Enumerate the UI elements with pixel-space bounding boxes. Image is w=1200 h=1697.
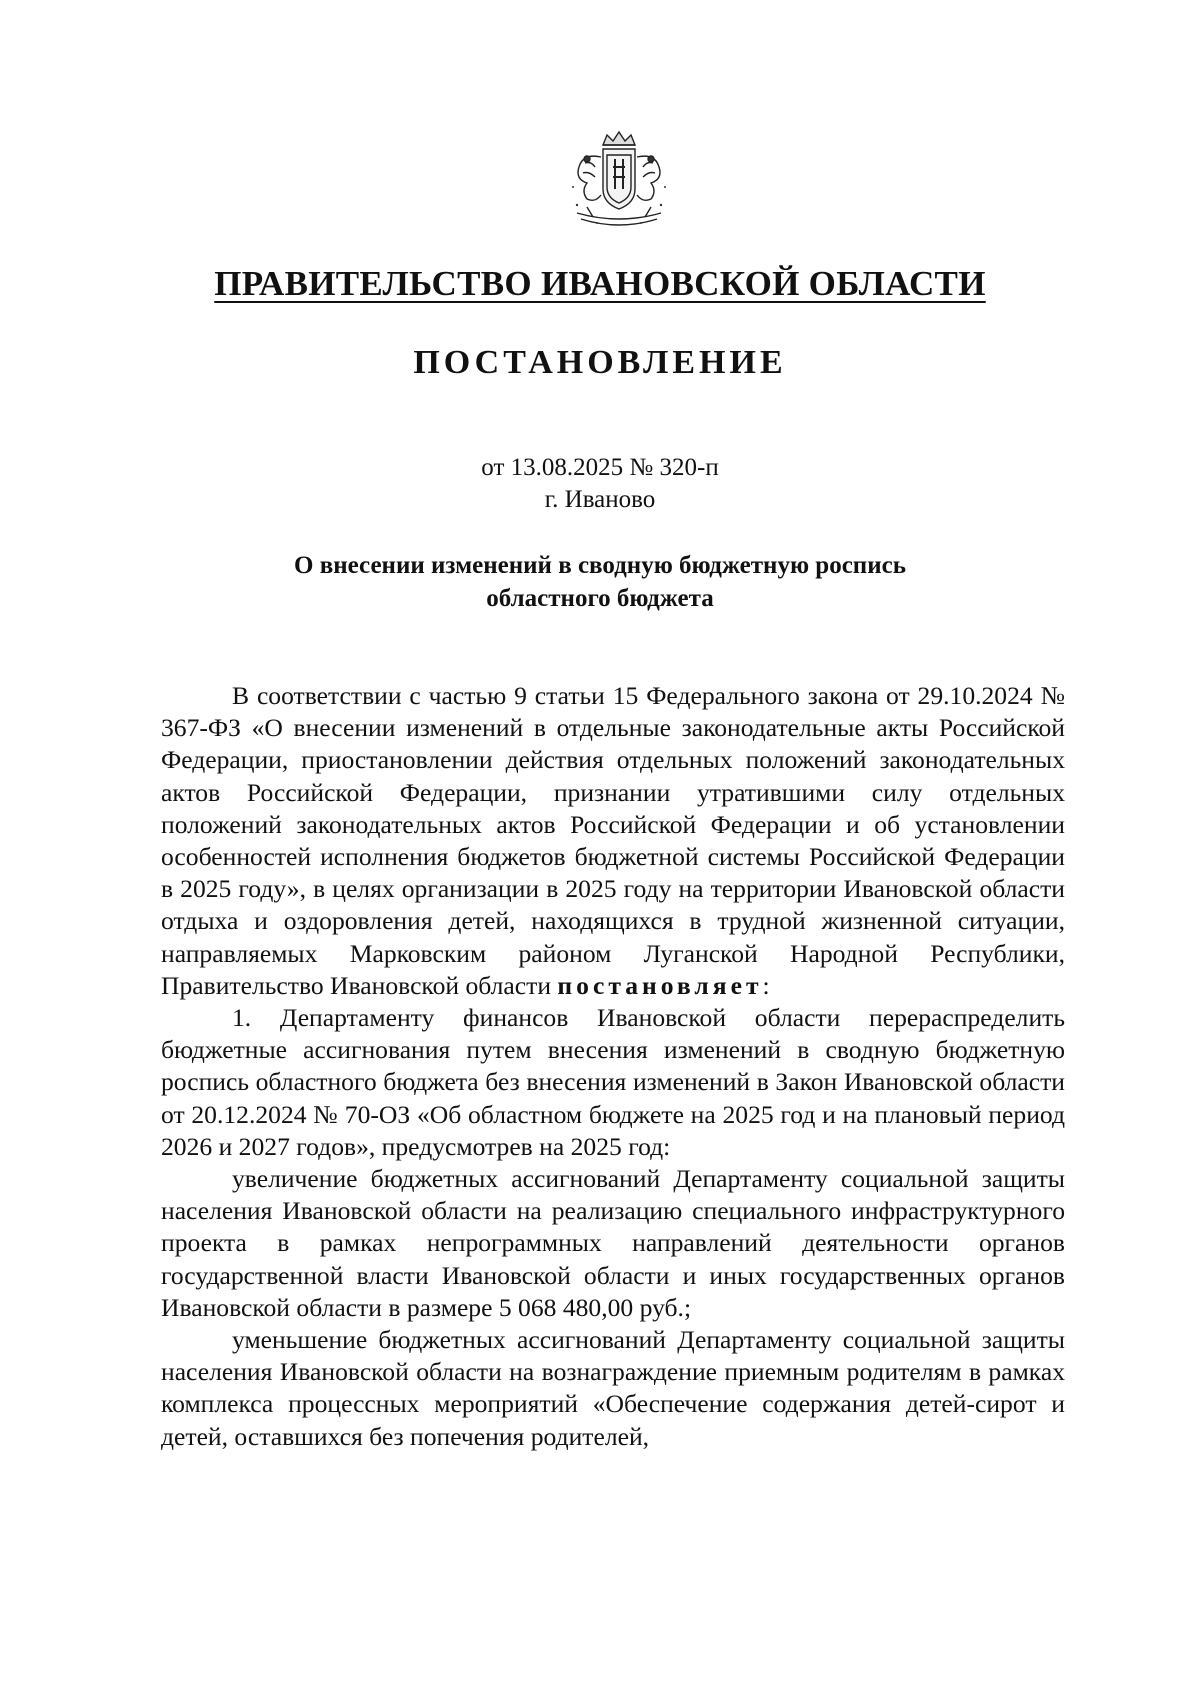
resolution-keyword: постановляет (557, 970, 763, 1000)
subject-line-2: областного бюджета (486, 585, 714, 612)
preamble-colon: : (762, 970, 770, 1000)
paragraph-increase: увеличение бюджетных ассигнований Департаменту социальной защиты населения Ивановской области на реализацию специального инфраструктурного проекта в рамках непрограммных направлений деятельности органов государственной власти Ивановской области и иных государственных органов Ивановской области в размере 5 068 480,00 руб.; (161, 1164, 1065, 1322)
document-type: ПОСТАНОВЛЕНИЕ (413, 344, 787, 381)
document-date-number: от 13.08.2025 № 320-п (481, 454, 719, 481)
document-body (161, 680, 1065, 1453)
coat-of-arms-icon (557, 127, 681, 233)
paragraph-decrease: уменьшение бюджетных ассигнований Департаменту социальной защиты населения Ивановской области на вознаграждение приемным родителям в рамках комплекса процессных мероприятий «Обеспечение содержания детей-сирот и детей, оставшихся без попечения родителей, (161, 1325, 1065, 1451)
government-title: ПРАВИТЕЛЬСТВО ИВАНОВСКОЙ ОБЛАСТИ (214, 264, 986, 303)
document-city: г. Иваново (544, 486, 656, 513)
paragraph-item-1: 1. Департаменту финансов Ивановской области перераспределить бюджетные ассигнования путем внесения изменений в сводную бюджетную роспись областного бюджета без внесения изменений в Закон Ивановской области от 20.12.2024 № 70-ОЗ «Об областном бюджете на 2025 год и на плановый период 2026 и 2027 годов», предусмотрев на 2025 год: (161, 1003, 1065, 1161)
subject-line-1: О внесении изменений в сводную бюджетную роспись (294, 552, 906, 579)
preamble-text: В соответствии с частью 9 статьи 15 Федерального закона от 29.10.2024 № 367-ФЗ «О внесении изменений в отдельные законодательные акты Российской Федерации, приостановлении действия отдельных положений законодательных актов Российской Федерации, признании утратившими силу отдельных положений законодательных актов Российской Федерации и об установлении особенностей исполнения бюджетов бюджетной системы Российской Федерации в 2025 году», в целях организации в 2025 году на территории Ивановской области отдыха и оздоровления детей, находящихся в трудной жизненной ситуации, направляемых Марковским районом Луганской Народной Республики, Правительство Ивановской области (161, 681, 1065, 1000)
paragraph-preamble (161, 680, 1065, 1002)
